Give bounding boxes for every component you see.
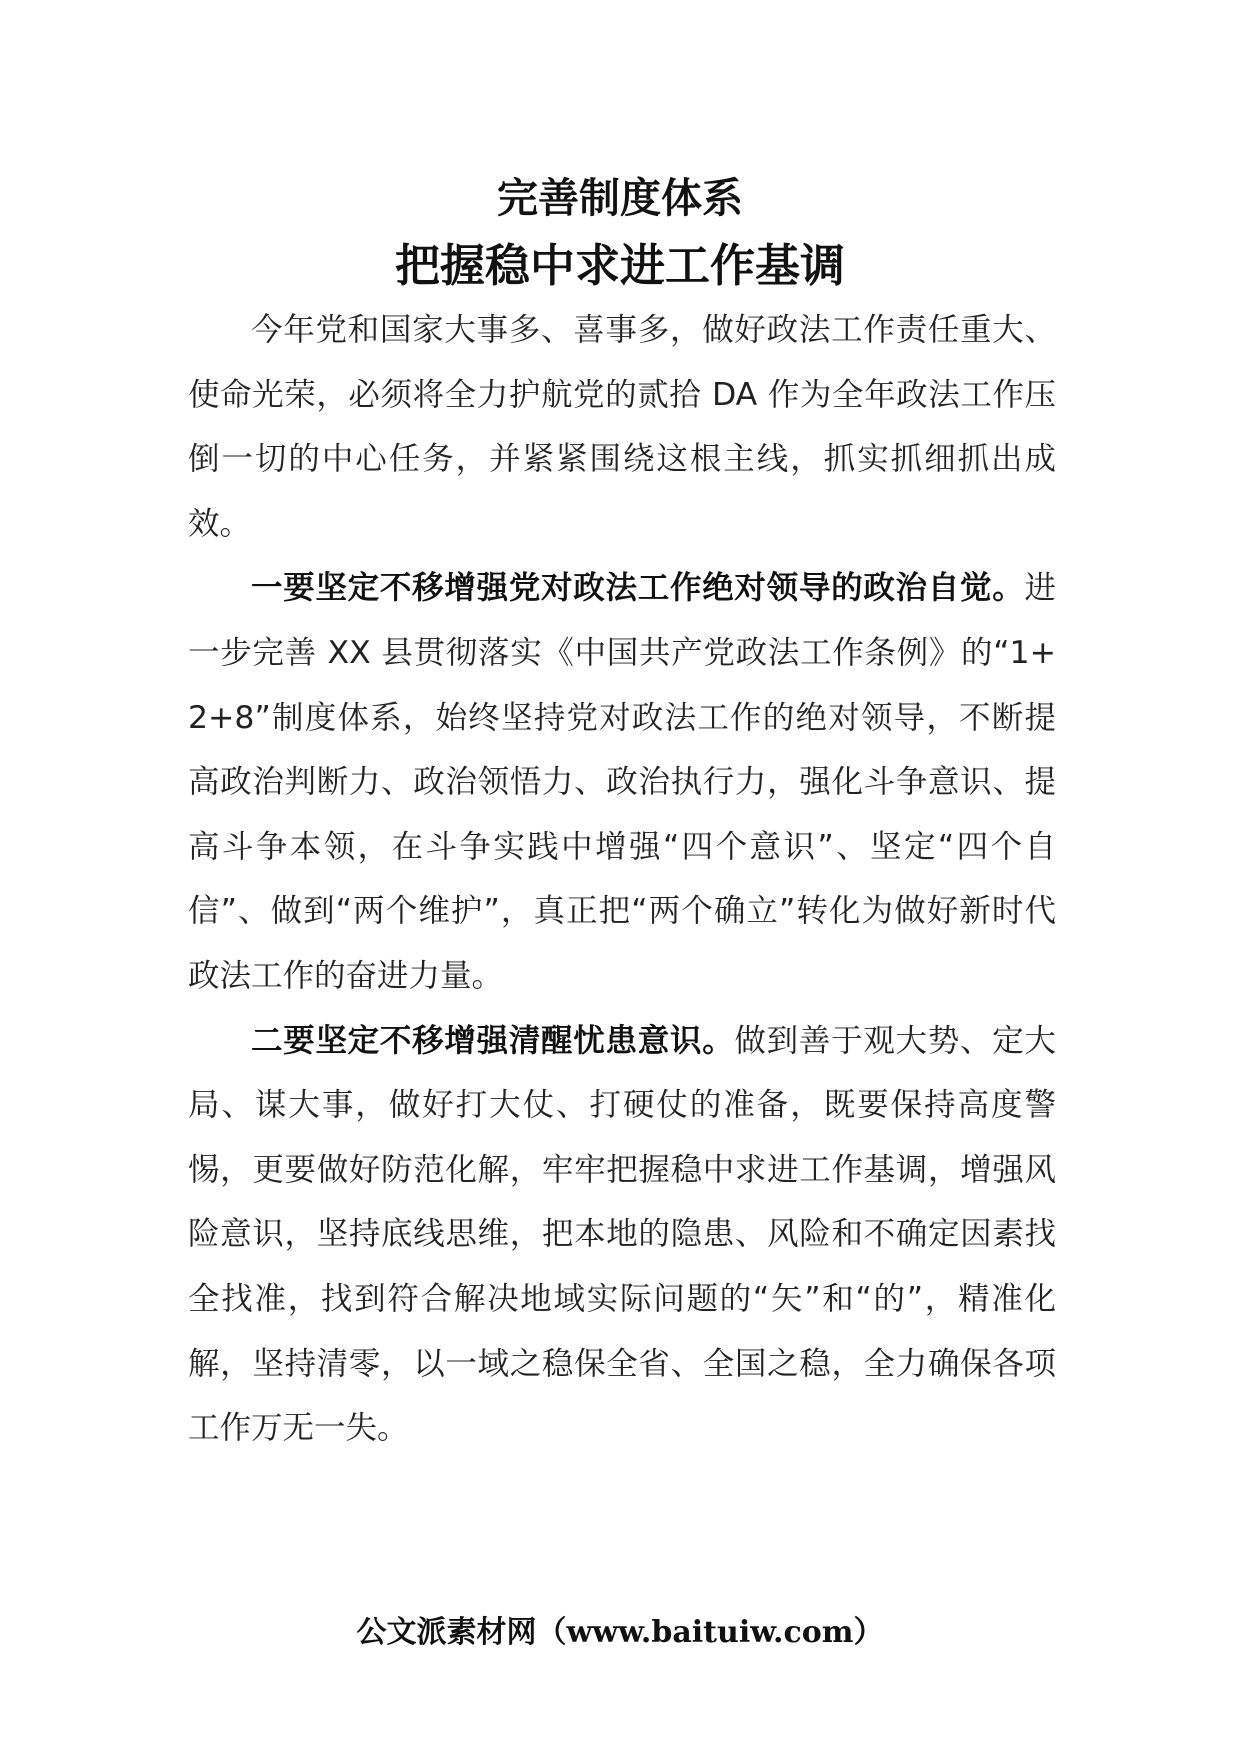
document-subtitle: 把握稳中求进工作基调 [394, 239, 845, 292]
paragraph-text: 今年党和国家大事多、喜事多，做好政法工作责任重大、使命光荣，必须将全力护航党的贰拾 DA 作为全年政法工作压倒一切的中心任务，并紧紧围绕这根主线，抓实抓细抓出成效。 [188, 312, 1056, 542]
document-title: 完善制度体系 [497, 174, 743, 222]
paragraph-text: 做到善于观大势、定大局、谋大事，做好打大仗、打硬仗的准备，既要保持高度警惕，更要做好防范化解，牢牢把握稳中求进工作基调，增强风险意识，坚持底线思维，把本地的隐患、风险和不确定因素找全找准，找到符合解决地域实际问题的“矢”和“的”，精准化解，坚持清零，以一域之稳保全省、全国之稳，全力确保各项工作万无一失。 [188, 1022, 1056, 1447]
paragraph-lead: 二要坚定不移增强清醒忧患意识。 [251, 1022, 735, 1059]
paragraph-point-one [188, 556, 1056, 1008]
paragraph-point-two [188, 1009, 1056, 1461]
paragraph-intro [188, 298, 1056, 556]
document-body [188, 298, 1056, 1461]
paragraph-lead: 一要坚定不移增强党对政法工作绝对领导的政治自觉。 [251, 570, 1025, 607]
source-footer: 公文派素材网（www.baituiw.com） [356, 1615, 884, 1650]
paragraph-text: 进一步完善 XX 县贯彻落实《中国共产党政法工作条例》的“1+2+8”制度体系，始终坚持党对政法工作的绝对领导，不断提高政治判断力、政治领悟力、政治执行力，强化斗争意识、提高斗争本领，在斗争实践中增强“四个意识”、坚定“四个自信”、做到“两个维护”，真正把“两个确立”转化为做好新时代政法工作的奋进力量。 [188, 570, 1056, 994]
